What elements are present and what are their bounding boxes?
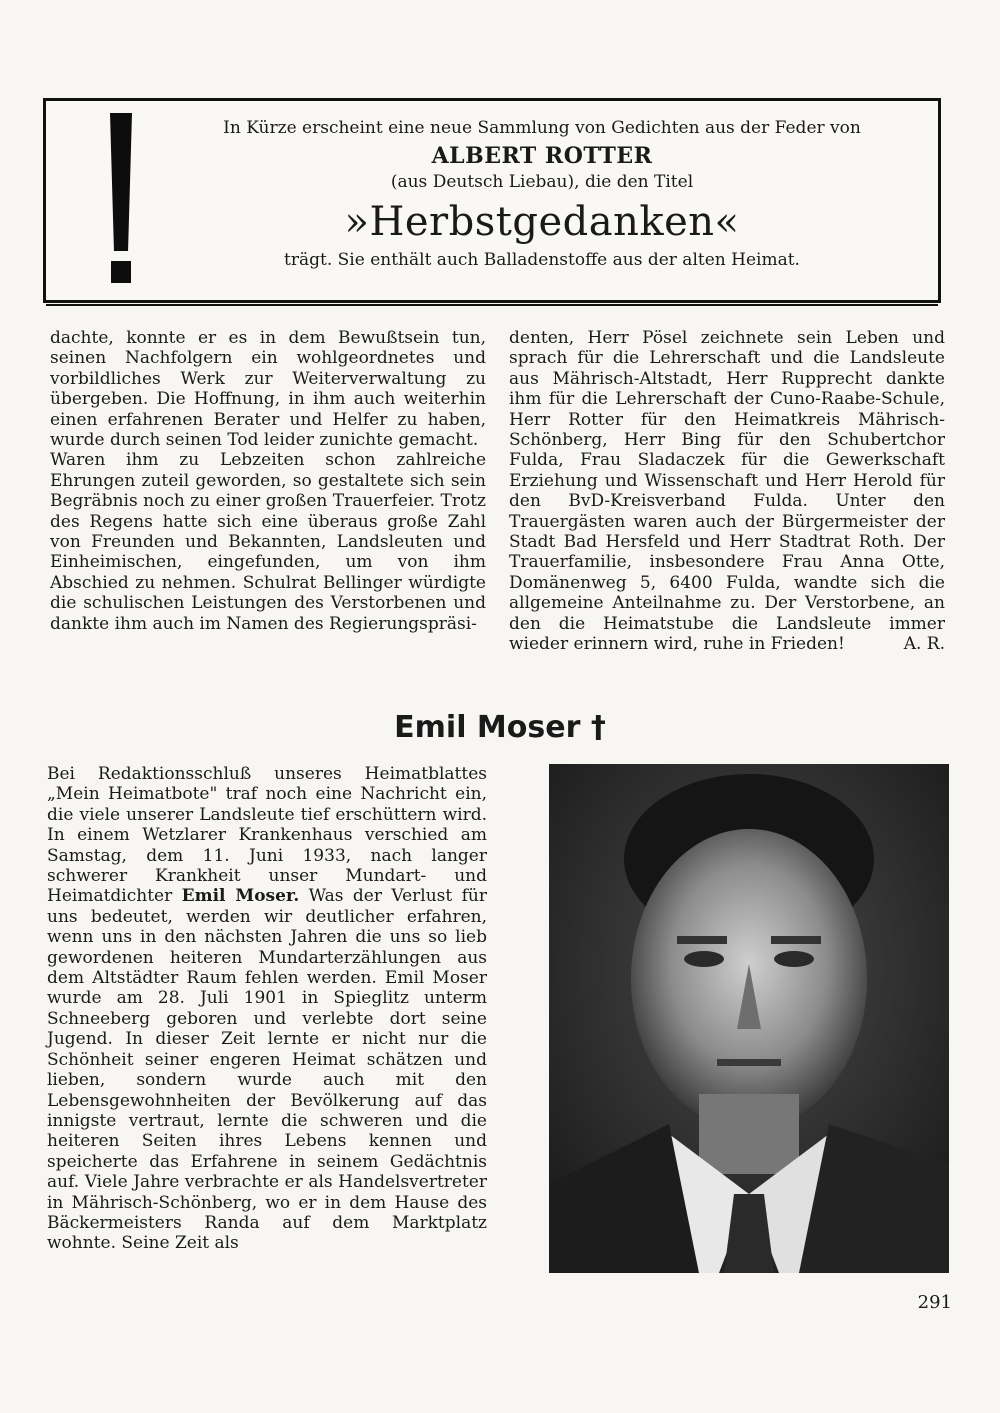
portrait-photo xyxy=(549,764,949,1273)
obituary-name: Emil Moser. xyxy=(181,886,300,907)
obituary-heading: Emil Moser † xyxy=(394,710,606,745)
announcement-book-title: »Herbstgedanken« xyxy=(344,199,740,245)
paragraph: Waren ihm zu Lebzeiten schon zahlreiche Ehrungen zuteil geworden, so gestaltete sich sein Begräbnis noch zu einer großen Trauerfeier. Trotz des Regens hatte sich eine überaus große Zahl von Freunden und Bekannten, Landsleuten und Einheimischen, eingefunden, um von ihm Abschied zu nehmen. Schulrat Bellinger würdigte die schulischen Leistungen des Verstorbenen und dankte ihm auch im Namen des Regierungspräsi- xyxy=(50,450,486,634)
announcement-text xyxy=(166,117,918,271)
top-left-column xyxy=(50,328,486,634)
obituary-column xyxy=(47,764,487,1254)
obituary-text: Bei Redaktionsschluß unseres Heimatblattes „Mein Heimatbote" traf noch eine Nachricht ein, die viele unserer Landsleute tief erschüttern wird. In einem Wetzlarer Krankenhaus verschied am Samstag, dem 11. Juni 1933, nach langer schwerer Krankheit unser Mundart- und Heimatdichter Emil Moser. Was der Verlust für uns bedeutet, werden wir deutlicher erfahren, wenn uns in den nächsten Jahren die uns so lieb gewordenen heiteren Mundarterzählungen aus dem Altstädter Raum fehlen werden. Emil Moser wurde am 28. Juli 1901 in Spieglitz unterm Schneeberg geboren und verlebte dort seine Jugend. In dieser Zeit lernte er nicht nur die Schönheit seiner engeren Heimat schätzen und lieben, sondern wurde auch mit den Lebensgewohnheiten der Bevölkerung auf das innigste vertraut, lernte die schweren und die heiteren Seiten ihres Lebens kennen und speicherte das Erfahrene in seinem Gedächtnis auf. Viele Jahre verbrachte er als Handelsvertreter in Mährisch-Schönberg, wo er in dem Hause des Bäckermeisters Randa auf dem Marktplatz wohnte. Seine Zeit als xyxy=(47,764,488,1254)
paragraph: denten, Herr Pösel zeichnete sein Leben und sprach für die Lehrerschaft und die Landsleute aus Mährisch-Altstadt, Herr Rupprecht dankte ihm für die Lehrerschaft der Cuno-Raabe-Schule, Herr Rotter für den Heimatkreis Mährisch-Schönberg, Herr Bing für den Schubertchor Fulda, Frau Sladaczek für die Gewerkschaft Erziehung und Wissenschaft und Herr Herold für den BvD-Kreisverband Fulda. Unter den Trauergästen waren auch der Bürgermeister der Stadt Bad Hersfeld und Herr Stadtrat Roth. Der Trauerfamilie, insbesondere Frau Anna Otte, Domänenweg 5, 6400 Fulda, wandte sich die allgemeine Anteilnahme zu. Der Verstorbene, an den die Heimatstube die Landsleute immer wieder erinnern wird, ruhe in Frieden! xyxy=(509,328,945,655)
paragraph: dachte, konnte er es in dem Bewußtsein tun, seinen Nachfolgern ein wohlgeordnetes und vorbildliches Werk zur Weiterverwaltung zu übergeben. Die Hoffnung, in ihm auch weiterhin einen erfahrenen Berater und Helfer zu haben, wurde durch seinen Tod leider zunichte gemacht. xyxy=(50,328,486,451)
announcement-intro: In Kürze erscheint eine neue Sammlung von Gedichten aus der Feder von xyxy=(223,118,861,138)
announcement-author: ALBERT ROTTER xyxy=(431,143,653,169)
top-right-column xyxy=(509,328,945,655)
author-signature: A. R. xyxy=(903,634,945,655)
announcement-box xyxy=(43,98,941,303)
exclamation-mark-icon xyxy=(104,113,138,283)
page-number: 291 xyxy=(917,1292,952,1313)
announcement-origin: (aus Deutsch Liebau), die den Titel xyxy=(390,172,694,192)
announcement-outro: trägt. Sie enthält auch Balladenstoffe aus der alten Heimat. xyxy=(284,250,800,270)
